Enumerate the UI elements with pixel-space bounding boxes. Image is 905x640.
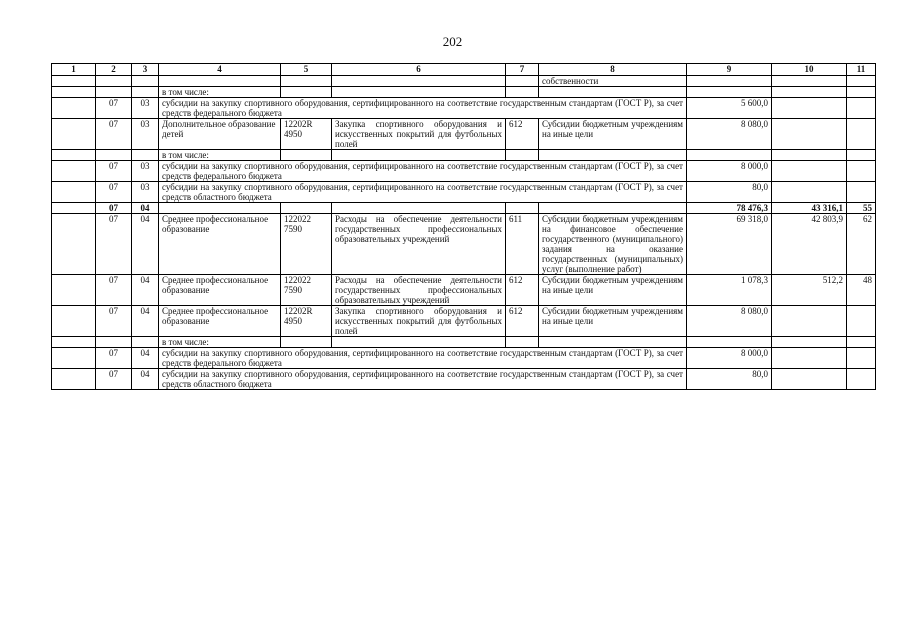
cell-empty (847, 337, 876, 348)
sub-item-row (52, 161, 876, 182)
expense-description (332, 76, 506, 87)
cell-empty (772, 150, 847, 161)
value-col10: 42 803,9 (772, 214, 847, 275)
header-cell: 9 (687, 64, 772, 76)
cell-empty (52, 348, 96, 369)
expense-description: Расходы на обеспечение деятельности государственных профессиональных образовательных учреждений (332, 275, 506, 306)
cell-empty (52, 182, 96, 203)
cell-empty (687, 87, 772, 98)
value-col11 (847, 161, 876, 182)
target-code: 12202R 4950 (281, 306, 332, 337)
total-row (52, 203, 876, 214)
table-body (52, 64, 876, 390)
header-cell: 4 (159, 64, 281, 76)
cell-empty (132, 150, 159, 161)
cell-empty (281, 337, 332, 348)
expense-description: Закупка спортивного оборудования и искусственных покрытий для футбольных полей (332, 306, 506, 337)
cell-empty (52, 119, 96, 150)
subsection-code: 03 (132, 98, 159, 119)
section-code: 07 (96, 306, 132, 337)
value-col9: 69 318,0 (687, 214, 772, 275)
expense-description: Закупка спортивного оборудования и искусственных покрытий для футбольных полей (332, 119, 506, 150)
subsection-code: 03 (132, 119, 159, 150)
section-code: 07 (96, 214, 132, 275)
cell-empty (506, 150, 539, 161)
value-col9: 8 000,0 (687, 348, 772, 369)
sub-item-text: субсидии на закупку спортивного оборудования, сертифицированного на соответствие государственным стандартам (ГОСТ Р), за счет средств федерального бюджета (159, 348, 687, 369)
expense-type-name: Субсидии бюджетным учреждениям на иные цели (539, 275, 687, 306)
cell-empty (132, 337, 159, 348)
subtotal-label-row (52, 87, 876, 98)
program-name (159, 76, 281, 87)
program-name: Дополнительное образование детей (159, 119, 281, 150)
sub-item-text: субсидии на закупку спортивного оборудования, сертифицированного на соответствие государственным стандартам (ГОСТ Р), за счет средств областного бюджета (159, 182, 687, 203)
page-number: 202 (442, 34, 463, 49)
value-col10: 43 316,1 (772, 203, 847, 214)
header-cell: 5 (281, 64, 332, 76)
subtotal-label-row (52, 150, 876, 161)
header-cell: 2 (96, 64, 132, 76)
program-name (159, 203, 281, 214)
cell-empty (52, 150, 96, 161)
subsection-code (132, 76, 159, 87)
section-code: 07 (96, 203, 132, 214)
cell-empty (52, 161, 96, 182)
expense-type-code: 612 (506, 306, 539, 337)
section-code: 07 (96, 348, 132, 369)
value-col11 (847, 369, 876, 390)
expense-description (332, 203, 506, 214)
expense-type-name (539, 203, 687, 214)
cell-empty (52, 76, 96, 87)
expense-type-name: Субсидии бюджетным учреждениям на иные цели (539, 119, 687, 150)
target-code (281, 76, 332, 87)
header-cell: 7 (506, 64, 539, 76)
subsection-code: 03 (132, 182, 159, 203)
subsection-code: 04 (132, 275, 159, 306)
cell-empty (772, 337, 847, 348)
cell-empty (52, 214, 96, 275)
section-code: 07 (96, 182, 132, 203)
header-cell: 3 (132, 64, 159, 76)
subsection-code: 03 (132, 161, 159, 182)
value-col10 (772, 182, 847, 203)
sub-label: в том числе: (159, 337, 281, 348)
value-col11 (847, 76, 876, 87)
sub-item-row (52, 348, 876, 369)
cell-empty (847, 150, 876, 161)
header-cell: 6 (332, 64, 506, 76)
sub-item-text: субсидии на закупку спортивного оборудования, сертифицированного на соответствие государственным стандартам (ГОСТ Р), за счет средств федерального бюджета (159, 98, 687, 119)
cell-empty (52, 203, 96, 214)
cell-empty (539, 337, 687, 348)
cell-empty (52, 369, 96, 390)
subsection-code: 04 (132, 369, 159, 390)
sub-item-text: субсидии на закупку спортивного оборудования, сертифицированного на соответствие государственным стандартам (ГОСТ Р), за счет средств федерального бюджета (159, 161, 687, 182)
section-code: 07 (96, 119, 132, 150)
header-row (52, 64, 876, 76)
header-cell: 11 (847, 64, 876, 76)
expense-type-code: 612 (506, 275, 539, 306)
target-code: 12202R 4950 (281, 119, 332, 150)
value-col10: 512,2 (772, 275, 847, 306)
cell-empty (52, 275, 96, 306)
cell-empty (332, 337, 506, 348)
subtotal-label-row (52, 337, 876, 348)
value-col10 (772, 306, 847, 337)
value-col10 (772, 119, 847, 150)
expense-type-name: Субсидии бюджетным учреждениям на иные цели (539, 306, 687, 337)
sub-label: в том числе: (159, 150, 281, 161)
expense-type-code: 611 (506, 214, 539, 275)
table-row (52, 306, 876, 337)
subsection-code: 04 (132, 214, 159, 275)
program-name: Среднее профессиональное образование (159, 214, 281, 275)
cell-empty (52, 87, 96, 98)
cell-empty (772, 87, 847, 98)
value-col9: 78 476,3 (687, 203, 772, 214)
expense-description: Расходы на обеспечение деятельности государственных профессиональных образовательных учреждений (332, 214, 506, 275)
value-col11: 48 (847, 275, 876, 306)
header-cell: 10 (772, 64, 847, 76)
value-col11 (847, 119, 876, 150)
expense-type-code (506, 76, 539, 87)
program-name: Среднее профессиональное образование (159, 306, 281, 337)
target-code: 122022 7590 (281, 275, 332, 306)
value-col11: 62 (847, 214, 876, 275)
value-col10 (772, 161, 847, 182)
expense-type-code: 612 (506, 119, 539, 150)
section-code: 07 (96, 161, 132, 182)
cell-empty (332, 87, 506, 98)
target-code (281, 203, 332, 214)
budget-table (51, 63, 876, 390)
value-col10 (772, 76, 847, 87)
value-col11 (847, 348, 876, 369)
cell-empty (539, 150, 687, 161)
value-col9: 8 080,0 (687, 119, 772, 150)
cell-empty (332, 150, 506, 161)
table-row (52, 275, 876, 306)
value-col11 (847, 306, 876, 337)
value-col10 (772, 98, 847, 119)
value-col11: 55 (847, 203, 876, 214)
cell-empty (506, 87, 539, 98)
expense-type-code (506, 203, 539, 214)
sub-item-row (52, 182, 876, 203)
sub-item-row (52, 369, 876, 390)
subsection-code: 04 (132, 306, 159, 337)
subsection-code: 04 (132, 348, 159, 369)
value-col10 (772, 369, 847, 390)
cell-empty (281, 87, 332, 98)
cell-empty (687, 150, 772, 161)
section-code: 07 (96, 98, 132, 119)
cell-empty (52, 306, 96, 337)
header-cell: 1 (52, 64, 96, 76)
cell-empty (281, 150, 332, 161)
value-col9 (687, 76, 772, 87)
cell-empty (847, 87, 876, 98)
cell-empty (506, 337, 539, 348)
value-col11 (847, 98, 876, 119)
expense-type-name: Субсидии бюджетным учреждениям на финансовое обеспечение государственного (муниципального) задания на оказание государственных (муниципальных) услуг (выполнение работ) (539, 214, 687, 275)
cell-empty (96, 150, 132, 161)
cell-empty (96, 337, 132, 348)
value-col9: 5 600,0 (687, 98, 772, 119)
sub-item-row (52, 98, 876, 119)
section-code: 07 (96, 369, 132, 390)
program-name: Среднее профессиональное образование (159, 275, 281, 306)
table-row (52, 76, 876, 87)
expense-type-name: собственности (539, 76, 687, 87)
table-row (52, 214, 876, 275)
cell-empty (687, 337, 772, 348)
value-col10 (772, 348, 847, 369)
cell-empty (52, 98, 96, 119)
section-code: 07 (96, 275, 132, 306)
value-col9: 8 080,0 (687, 306, 772, 337)
cell-empty (96, 87, 132, 98)
cell-empty (132, 87, 159, 98)
sub-item-text: субсидии на закупку спортивного оборудования, сертифицированного на соответствие государственным стандартам (ГОСТ Р), за счет средств областного бюджета (159, 369, 687, 390)
table-row (52, 119, 876, 150)
sub-label: в том числе: (159, 87, 281, 98)
header-cell: 8 (539, 64, 687, 76)
value-col9: 80,0 (687, 369, 772, 390)
target-code: 122022 7590 (281, 214, 332, 275)
cell-empty (52, 337, 96, 348)
value-col9: 1 078,3 (687, 275, 772, 306)
value-col9: 8 000,0 (687, 161, 772, 182)
section-code (96, 76, 132, 87)
cell-empty (539, 87, 687, 98)
value-col11 (847, 182, 876, 203)
value-col9: 80,0 (687, 182, 772, 203)
subsection-code: 04 (132, 203, 159, 214)
